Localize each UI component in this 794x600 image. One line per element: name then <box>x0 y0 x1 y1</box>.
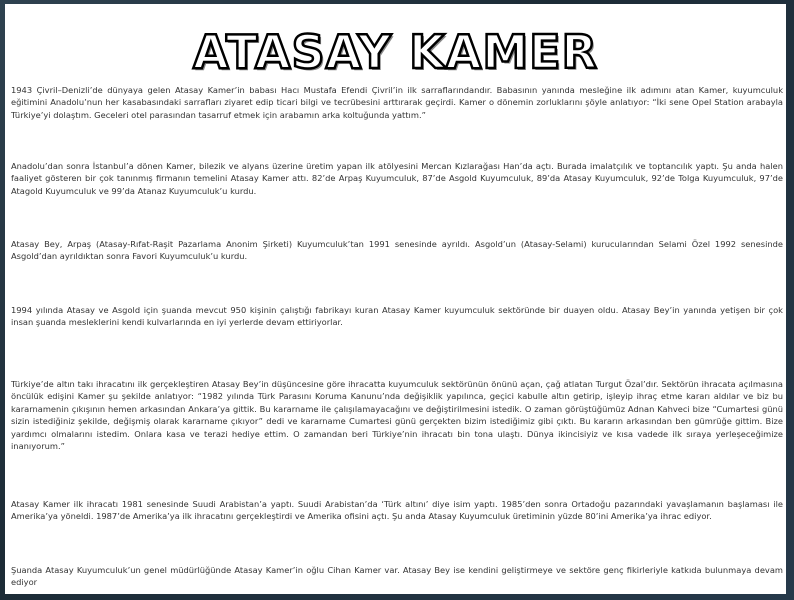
paragraph-first-export: Atasay Kamer ilk ihracatı 1981 senesinde Suudi Arabistan’a yaptı. Suudi Arabistan’da ‘Türk altını’ diye isim yaptı. 1985’den sonra Ortadoğu pazarındaki yavaşlamanın başlaması ile Amerika’ya yöneldi. 1987’de Amerika’ya ilk ihracatını gerçekleştirdi ve Amerika ofisini açtı. Şu anda Atasay Kuyumculuk üretiminin yüzde 80’ini Amerika’ya ihrac ediyor. <box>11 499 783 522</box>
paragraph-istanbul: Anadolu’dan sonra İstanbul’a dönen Kamer, bilezik ve alyans üzerine üretim yapan ilk atölyesini Mercan Kızlarağası Han’da açtı. Burada imalatçılık ve toptancılık yaptı. Şu anda halen faaliyet gösteren bir çok tanınmış firmanın temelini Atasay Kamer attı. 82’de Arpaş Kuyumculuk, 87’de Asgold Kuyumculuk, 89’da Atasay Kuyumculuk, 92’de Tolga Kuyumculuk, 97’de Atagold Kuyumculuk ve 99’da Atanaz Kuyumculuk’u kurdu. <box>11 161 783 196</box>
slide <box>5 4 786 594</box>
paragraph-export: Türkiye’de altın takı ihracatını ilk gerçekleştiren Atasay Bey’in düşüncesine göre ihracatta kuyumculuk sektörünün önünü açan, çağ atlatan Turgut Özal’dır. Sektörün ihracata açılmasına öncülük edişini Kamer şu şekilde anlatıyor: “1982 yılında Türk Parasını Koruma Kanunu’nda değişiklik yapılınca, geçici kabulle altın getirip, işleyip ihraç etme kararı aldılar ve biz bu kararnamenin çıkışının hemen arkasından Ankara’ya gittik. Bu kararname ile çalışılamayacağını ve değiştirilmesini istedik. O zaman görüştüğümüz Adnan Kahveci bize “Cumartesi günü sizin istediğiniz şekilde, değişmiş olarak kararname çıkıyor” dedi ve kararname Cumartesi günü gerçekten bizim istediğimiz gibi çıktı. Bu kararın arkasından ben gümrüğe gittim. Bize yardımcı olmalarını istedim. Onlara kasa ve terazi hediye ettim. O zamandan beri Türkiye’nin ihracatı bin tona ulaştı. Dünya ikincisiyiz ve kısa vadede ilk sıraya yerleşeceğimize inanıyorum.” <box>11 379 783 452</box>
slide-title: ATASAY KAMER <box>193 25 598 79</box>
paragraph-current: Şuanda Atasay Kuyumculuk’un genel müdürlüğünde Atasay Kamer’in oğlu Cihan Kamer var. Atasay Bey ise kendini geliştirmeye ve sektöre genç fikirleriyle katkıda bulunmaya devam ediyor <box>11 565 783 588</box>
paragraph-factory: 1994 yılında Atasay ve Asgold için şuanda mevcut 950 kişinin çalıştığı fabrikayı kuran Atasay Kamer kuyumculuk sektöründe bir duayen oldu. Atasay Bey’in yanında yetişen bir çok insan şuanda mesleklerini kendi kulvarlarında en iyi yerlerde devam ettiriyorlar. <box>11 305 783 328</box>
paragraph-birth: 1943 Çivril–Denizli’de dünyaya gelen Atasay Kamer’in babası Hacı Mustafa Efendi Çivril’in ilk sarraflarındandır. Babasının yanında mesleğine ilk adımını atan Kamer, kuyumculuk eğitimini Anadolu’nun her kasabasındaki sarrafları ziyaret edip ticari bilgi ve tecrübesini arttırarak geçirdi. Kamer o dönemin zorluklarını şöyle anlatıyor: “İki sene Opel Station arabayla Türkiye’yi dolaştım. Geceleri otel parasından tasarruf etmek için arabamın arka koltuğunda yattım.” <box>11 85 783 120</box>
paragraph-arpas: Atasay Bey, Arpaş (Atasay-Rıfat-Raşit Pazarlama Anonim Şirketi) Kuyumculuk’tan 1991 senesinde ayrıldı. Asgold’un (Atasay-Selami) kurucularından Selami Özel 1992 senesinde Asgold’dan ayrıldıktan sonra Favori Kuyumculuk’u kurdu. <box>11 239 783 262</box>
